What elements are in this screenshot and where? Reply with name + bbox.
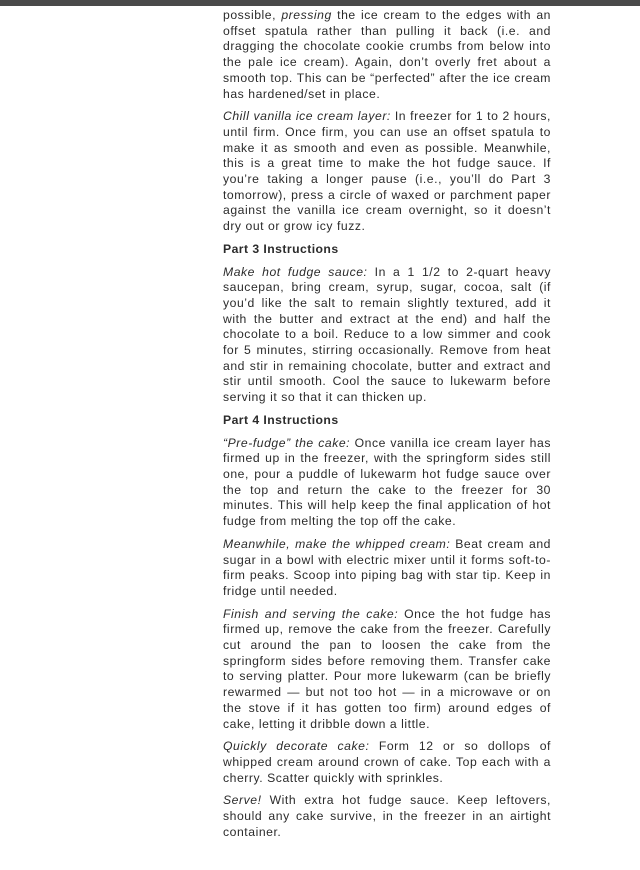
top-edge-bar (0, 0, 640, 6)
whipped-cream-step-lead: Meanwhile, make the whipped cream: (223, 536, 451, 551)
finish-serving-step (223, 607, 551, 733)
chill-step-text: In freezer for 1 to 2 hours, until firm. Once firm, you can use an offset spatula to make it as smooth and even as possible. Meanwhile, this is a great time to make the hot fudge sauce. If you’re taking a longer pause (i.e., you’ll do Part 3 tomorrow), press a circle of waxed or parchment paper against the vanilla ice cream overnight, so it doesn’t dry out or grow icy fuzz. (223, 109, 551, 234)
serve-step-lead: Serve! (223, 793, 262, 808)
pre-fudge-step (223, 436, 551, 530)
whipped-cream-step (223, 537, 551, 600)
chill-step (223, 109, 551, 235)
decorate-step-lead: Quickly decorate cake: (223, 739, 370, 754)
chill-step-lead: Chill vanilla ice cream layer: (223, 109, 391, 124)
recipe-instructions (223, 8, 551, 847)
hot-fudge-step (223, 265, 551, 406)
intro-italic-word: pressing (281, 8, 332, 22)
serve-step-text: With extra hot fudge sauce. Keep leftovers, should any cake survive, in the freezer in an airtight container. (223, 793, 551, 839)
part4-heading: Part 4 Instructions (223, 412, 339, 427)
whipped-cream-step-text: Beat cream and sugar in a bowl with electric mixer until it forms soft-to-firm peaks. Scoop into piping bag with star tip. Keep in fridge until needed. (223, 536, 552, 598)
intro-text-after: the ice cream to the edges with an offset spatula rather than pulling it back (i.e. and dragging the chocolate cookie crumbs from below into the pale ice cream). Again, don’t overly fret about a smooth top. This can be “perfected” after the ice cream has hardened/set in place. (223, 8, 551, 101)
finish-serving-step-text: Once the hot fudge has firmed up, remove the cake from the freezer. Carefully cut around the pan to loosen the cake from the springform sides before removing them. Transfer cake to serving platter. Pour more lukewarm (can be briefly rewarmed — but not too hot — in a microwave or on the stove if it has gotten too firm) around edges of cake, letting it dribble down a little. (223, 606, 551, 731)
intro-paragraph (223, 8, 551, 102)
decorate-step-text: Form 12 or so dollops of whipped cream around crown of cake. Top each with a cherry. Scatter quickly with sprinkles. (223, 739, 551, 785)
pre-fudge-step-text: Once vanilla ice cream layer has firmed up in the freezer, with the springform sides still one, pour a puddle of lukewarm hot fudge sauce over the top and return the cake to the freezer for 30 minutes. This will help keep the final application of hot fudge from melting the top off the cake. (223, 435, 551, 529)
part3-heading: Part 3 Instructions (223, 241, 339, 256)
hot-fudge-step-text: In a 1 1/2 to 2-quart heavy saucepan, bring cream, syrup, sugar, cocoa, salt (if you’d like the salt to remain slightly textured, add it with the butter and extract at the end) and half the chocolate to a boil. Reduce to a low simmer and cook for 5 minutes, stirring occasionally. Remove from heat and stir in remaining chocolate, butter and extract and stir until smooth. Cool the sauce to lukewarm before serving it so that it can thicken up. (223, 264, 551, 405)
intro-text-before: possible, (223, 8, 282, 22)
finish-serving-step-lead: Finish and serving the cake: (223, 606, 399, 621)
pre-fudge-step-lead: “Pre-fudge” the cake: (223, 435, 351, 450)
hot-fudge-step-lead: Make hot fudge sauce: (223, 264, 368, 279)
decorate-step (223, 739, 551, 786)
serve-step (223, 793, 551, 840)
